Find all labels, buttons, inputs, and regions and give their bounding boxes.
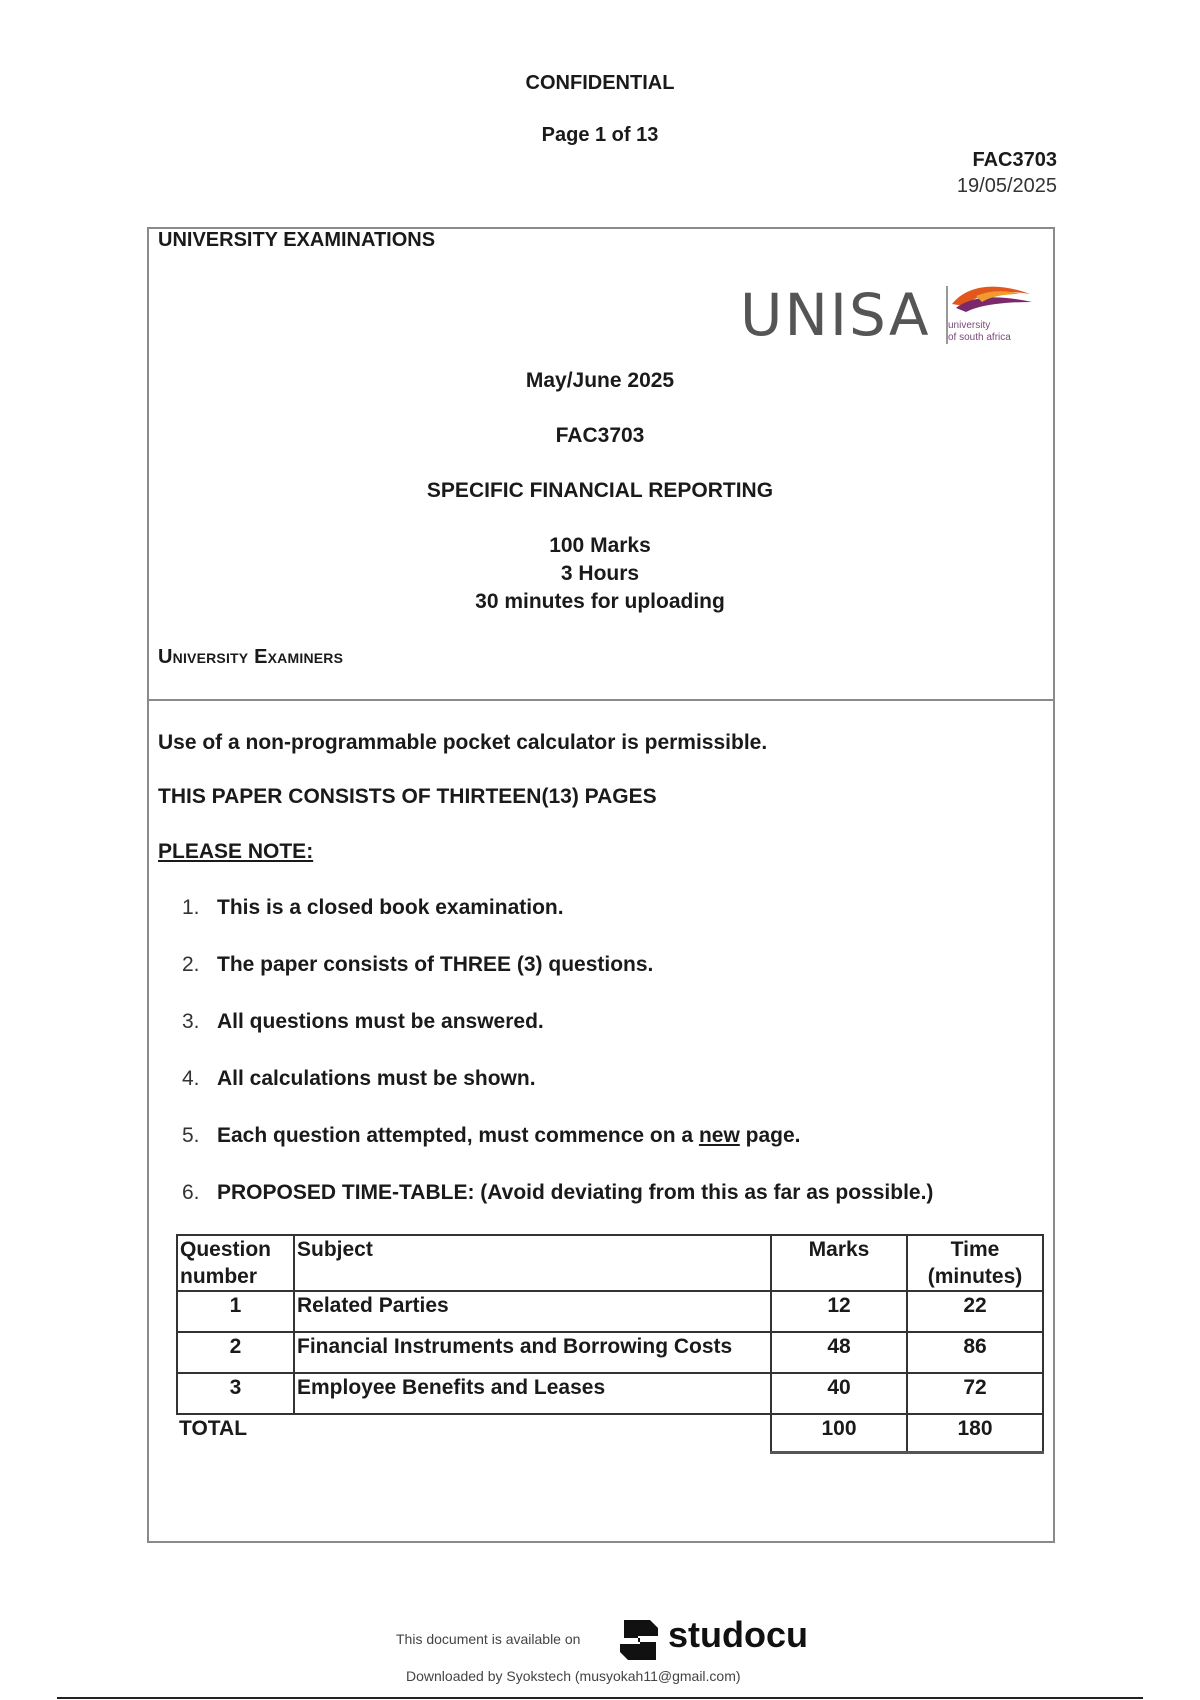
- list-item: [182, 1067, 536, 1091]
- list-item-number: 6.: [182, 1181, 200, 1204]
- list-item-number: 5.: [182, 1124, 200, 1147]
- underlined-word: new: [698, 1124, 740, 1147]
- exam-session: May/June 2025: [525, 369, 675, 392]
- total-label: TOTAL: [179, 1417, 248, 1440]
- cell-question: 2: [177, 1332, 294, 1373]
- header-course-code: FAC3703: [972, 149, 1057, 171]
- footer-rule: [57, 1697, 1143, 1699]
- page-count-note: THIS PAPER CONSISTS OF THIRTEEN(13) PAGES: [158, 785, 657, 808]
- header-date: 19/05/2025: [956, 175, 1057, 197]
- logo-wordmark: UNISA: [740, 281, 931, 349]
- table-row: [177, 1373, 1043, 1414]
- list-item: [182, 953, 653, 977]
- course-name: SPECIFIC FINANCIAL REPORTING: [426, 479, 774, 502]
- cell-time: 22: [907, 1291, 1043, 1332]
- page-number: Page 1 of 13: [541, 124, 659, 146]
- cell-time: 86: [907, 1332, 1043, 1373]
- list-item: [182, 1181, 933, 1205]
- list-item-number: 2.: [182, 953, 200, 976]
- table-row: [177, 1291, 1043, 1332]
- cell-marks: 40: [771, 1373, 907, 1414]
- header-subject: Subject: [294, 1235, 771, 1291]
- total-spacer: [294, 1414, 771, 1453]
- cell-subject: Financial Instruments and Borrowing Costs: [294, 1332, 771, 1373]
- upload-time: 30 minutes for uploading: [475, 590, 725, 613]
- footer-available-text: This document is available on: [396, 1631, 581, 1647]
- unisa-logo: [740, 280, 1040, 350]
- header-marks: Marks: [771, 1235, 907, 1291]
- logo-subtitle-line1: university: [948, 320, 991, 331]
- total-row: [177, 1414, 1043, 1453]
- total-time-cell: 180: [907, 1414, 1043, 1453]
- cell-subject: Employee Benefits and Leases: [294, 1373, 771, 1414]
- confidential-label: CONFIDENTIAL: [525, 72, 675, 94]
- calculator-note: Use of a non-programmable pocket calculator is permissible.: [158, 731, 768, 754]
- logo-subtitle-line2: of south africa: [948, 332, 1011, 343]
- list-item-number: 4.: [182, 1067, 200, 1090]
- list-item: [182, 896, 564, 920]
- studocu-wordmark[interactable]: studocu: [668, 1614, 808, 1655]
- header-question-number: Question number: [177, 1235, 294, 1291]
- course-code: FAC3703: [555, 424, 645, 447]
- list-item-text-part: page.: [739, 1124, 801, 1147]
- exam-duration: 3 Hours: [560, 562, 640, 585]
- list-item-text: The paper consists of THREE (3) questions.: [217, 953, 654, 976]
- header-time: Time (minutes): [907, 1235, 1043, 1291]
- cell-time: 72: [907, 1373, 1043, 1414]
- cell-question: 3: [177, 1373, 294, 1414]
- list-item: [182, 1010, 544, 1034]
- list-item-number: 1.: [182, 896, 200, 919]
- list-item-number: 3.: [182, 1010, 200, 1033]
- university-examiners-label: University Examiners: [158, 646, 344, 668]
- university-examinations-heading: UNIVERSITY EXAMINATIONS: [158, 229, 436, 251]
- total-marks-cell: 100: [771, 1414, 907, 1453]
- cell-marks: 12: [771, 1291, 907, 1332]
- please-note-heading: PLEASE NOTE:: [158, 840, 314, 863]
- unisa-bird-icon: [946, 282, 1036, 322]
- studocu-logo-icon: [616, 1616, 664, 1664]
- list-item: [182, 1124, 800, 1148]
- timetable: [176, 1234, 1044, 1454]
- total-marks: 100 Marks: [549, 534, 651, 557]
- list-item-text: [217, 1124, 800, 1147]
- table-row: [177, 1332, 1043, 1373]
- list-item-text-part: Each question attempted, must commence on a: [217, 1124, 699, 1147]
- cell-subject: Related Parties: [294, 1291, 771, 1332]
- cell-marks: 48: [771, 1332, 907, 1373]
- list-item-text: All calculations must be shown.: [217, 1067, 536, 1090]
- footer-downloaded-by: Downloaded by Syokstech (musyokah11@gmail.com): [406, 1668, 741, 1684]
- list-item-text: PROPOSED TIME-TABLE: (Avoid deviating from this as far as possible.): [217, 1181, 934, 1204]
- frame-divider: [147, 699, 1055, 701]
- cell-question: 1: [177, 1291, 294, 1332]
- timetable-header-row: [177, 1235, 1043, 1291]
- list-item-text: All questions must be answered.: [217, 1010, 544, 1033]
- list-item-text: This is a closed book examination.: [217, 896, 564, 919]
